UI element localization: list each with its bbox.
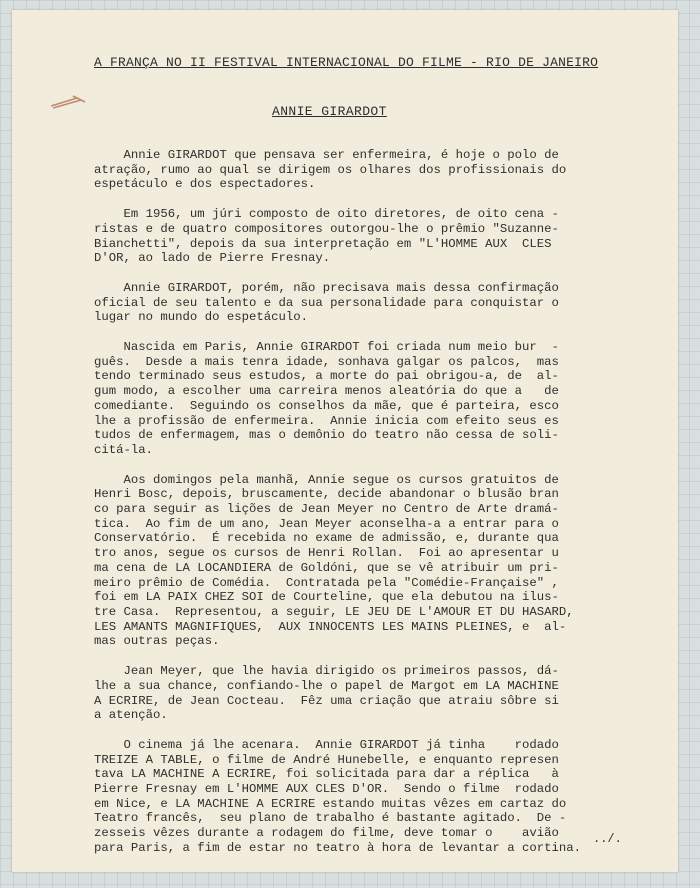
paragraph [94, 664, 634, 723]
text-line: co para seguir as lições de Jean Meyer no Centro de Arte dramá- [94, 502, 559, 517]
text-line: oficial de seu talento e da sua personalidade para conquistar o [94, 295, 559, 310]
text-line: Annie GIRARDOT que pensava ser enfermeira, é hoje o polo de [94, 148, 559, 162]
text-line: comediante. Seguindo os conselhos da mãe, que é parteira, esco [94, 398, 559, 413]
text-line: em Nice, e LA MACHINE A ECRIRE estando muitas vêzes em cartaz do [94, 796, 567, 811]
text-line: tica. Ao fim de um ano, Jean Meyer aconselha-a a entrar para o [94, 516, 559, 531]
text-line: Nascida em Paris, Annie GIRARDOT foi criada num meio bur - [94, 340, 559, 355]
paragraph [94, 473, 634, 649]
text-line: espetáculo e dos espectadores. [94, 177, 316, 192]
text-line: citá-la. [94, 442, 154, 457]
text-line: Annie GIRARDOT, porém, não precisava mais dessa confirmação [94, 280, 559, 295]
text-line: O cinema já lhe acenara. Annie GIRARDOT já tinha rodado [94, 737, 559, 752]
text-line: atração, rumo ao qual se dirigem os olhares dos profissionais do [94, 162, 567, 177]
paragraph [94, 738, 634, 856]
text-line: Conservatório. É recebida no exame de admissão, e, durante qua [94, 531, 559, 546]
text-line: guês. Desde a mais tenra idade, sonhava galgar os palcos, mas [94, 354, 559, 369]
text-line: Em 1956, um júri composto de oito diretores, de oito cena - [94, 207, 559, 222]
paragraph [94, 281, 634, 325]
text-line: Jean Meyer, que lhe havia dirigido os primeiros passos, dá- [94, 664, 559, 679]
text-line: LES AMANTS MAGNIFIQUES, AUX INNOCENTS LES MAINS PLEINES, e al- [94, 619, 567, 634]
text-line: a atenção. [94, 708, 168, 723]
text-line: para Paris, a fim de estar no teatro à hora de levantar a cortina. [94, 840, 582, 855]
pencil-mark [47, 90, 97, 112]
text-line: tava LA MACHINE A ECRIRE, foi solicitada para dar a réplica à [94, 767, 559, 782]
paragraph [94, 340, 634, 458]
document-heading: A FRANÇA NO II FESTIVAL INTERNACIONAL DO FILME - RIO DE JANEIRO [94, 55, 599, 70]
paragraph [94, 148, 634, 192]
text-line: mas outras peças. [94, 634, 220, 649]
continuation-mark: ../. [593, 832, 622, 846]
text-line: tre Casa. Representou, a seguir, LE JEU DE L'AMOUR ET DU HASARD, [94, 604, 574, 619]
text-line: TREIZE A TABLE, o filme de André Hunebelle, e enquanto represen [94, 752, 559, 767]
text-line: Teatro francês, seu plano de trabalho é bastante agitado. De - [94, 811, 567, 826]
text-line: A ECRIRE, de Jean Cocteau. Fêz uma criação que atraiu sôbre si [94, 693, 559, 708]
text-line: Aos domingos pela manhã, Annie segue os cursos gratuitos de [94, 472, 559, 487]
text-line: gum modo, a escolher uma carreira menos aleatória do que a de [94, 384, 559, 399]
text-line: lhe a profissão de enfermeira. Annie inicia com efeito seus es [94, 413, 559, 428]
text-line: foi em LA PAIX CHEZ SOI de Courteline, que ela debutou na ilus- [94, 590, 559, 605]
text-line: Pierre Fresnay em L'HOMME AUX CLES D'OR. Sendo o filme rodado [94, 782, 559, 797]
text-line: Henri Bosc, depois, bruscamente, decide abandonar o blusão bran [94, 487, 559, 502]
text-line: lugar no mundo do espetáculo. [94, 310, 309, 325]
text-line: tudos de enfermagem, mas o demônio do teatro não cessa de soli- [94, 428, 559, 443]
document-title: ANNIE GIRARDOT [272, 104, 387, 119]
text-line: D'OR, ao lado de Pierre Fresnay. [94, 251, 331, 266]
text-line: ristas e de quatro compositores outorgou-lhe o prêmio "Suzanne- [94, 221, 559, 236]
text-line: ma cena de LA LOCANDIERA de Goldóni, que se vê atribuir um pri- [94, 560, 559, 575]
document-body [94, 148, 634, 871]
text-line: lhe a sua chance, confiando-lhe o papel de Margot em LA MACHINE [94, 678, 559, 693]
paragraph [94, 207, 634, 266]
text-line: meiro prêmio de Comédia. Contratada pela "Comédie-Française" , [94, 575, 559, 590]
text-line: Bianchetti", depois da sua interpretação em "L'HOMME AUX CLES [94, 236, 552, 251]
text-line: zesseis vêzes durante a rodagem do filme, deve tomar o avião [94, 826, 559, 841]
text-line: tendo terminado seus estudos, a morte do pai obrigou-a, de al- [94, 369, 559, 384]
text-line: tro anos, segue os cursos de Henri Rollan. Foi ao apresentar u [94, 546, 559, 561]
